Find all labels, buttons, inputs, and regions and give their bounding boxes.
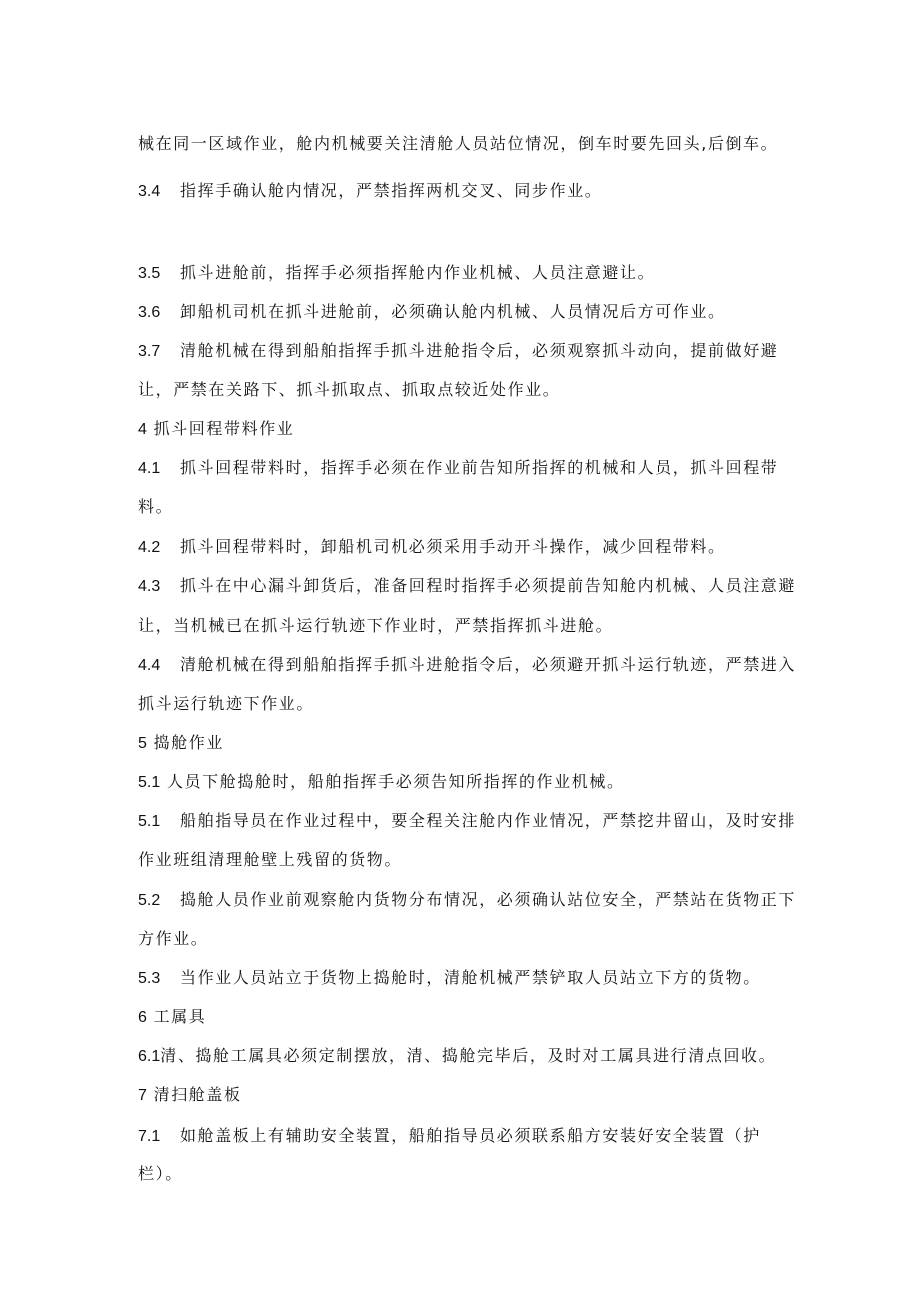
section-number: 7	[138, 1087, 147, 1104]
section-heading-4	[138, 419, 783, 440]
section-title: 清扫舱盖板	[153, 1085, 242, 1104]
clause-number: 4.3	[138, 578, 161, 595]
paragraph-line	[138, 850, 783, 870]
clause-number: 7.1	[138, 1128, 161, 1145]
clause-text: 船舶指导员在作业过程中，要全程关注舱内作业情况，严禁挖井留山，及时安排	[180, 811, 797, 830]
line-text: 抓斗运行轨迹下作业。	[138, 694, 315, 713]
paragraph-line	[138, 694, 783, 714]
section-number: 5	[138, 735, 147, 752]
clause-5-2	[138, 890, 797, 911]
clause-text: 当作业人员站立于货物上捣舱时，清舱机械严禁铲取人员站立下方的货物。	[180, 968, 761, 987]
line-text: 让，当机械已在抓斗运行轨迹下作业时，严禁指挥抓斗进舱。	[138, 616, 614, 635]
clause-5-1-a	[138, 772, 783, 793]
clause-number: 5.1	[138, 813, 161, 830]
clause-number: 3.5	[138, 265, 161, 282]
clause-6-1	[138, 1046, 783, 1067]
clause-text: 抓斗进舱前，指挥手必须指挥舱内作业机械、人员注意避让。	[180, 263, 656, 282]
clause-3-4	[138, 181, 783, 202]
clause-number: 5.1	[138, 774, 161, 791]
clause-3-6	[138, 302, 783, 323]
paragraph-line	[138, 616, 783, 636]
line-text: 料。	[138, 497, 174, 516]
section-number: 4	[138, 421, 147, 438]
line-text: 让，严禁在关路下、抓斗抓取点、抓取点较近处作业。	[138, 380, 561, 399]
clause-4-3	[138, 576, 797, 597]
clause-number: 5.2	[138, 892, 161, 909]
clause-text: 人员下舱捣舱时，船舶指挥手必须告知所指挥的作业机械。	[166, 772, 625, 791]
section-heading-6	[138, 1007, 783, 1028]
clause-text: 清、捣舱工属具必须定制摆放，清、捣舱完毕后，及时对工属具进行清点回收。	[160, 1046, 777, 1065]
section-number: 6	[138, 1009, 147, 1026]
clause-number: 3.4	[138, 183, 161, 200]
clause-number: 6.1	[138, 1048, 161, 1065]
clause-5-3	[138, 968, 783, 989]
paragraph-line	[138, 929, 783, 949]
clause-text: 捣舱人员作业前观察舱内货物分布情况，必须确认站位安全，严禁站在货物正下	[180, 890, 797, 909]
clause-text: 清舱机械在得到船舶指挥手抓斗进舱指令后，必须避开抓斗运行轨迹，严禁进入	[180, 655, 797, 674]
paragraph-line	[138, 134, 783, 154]
line-text: 械在同一区域作业，舱内机械要关注清舱人员站位情况，倒车时要先回头,后倒车。	[138, 134, 779, 153]
clause-text: 抓斗在中心漏斗卸货后，准备回程时指挥手必须提前告知舱内机械、人员注意避	[180, 576, 797, 595]
clause-number: 5.3	[138, 970, 161, 987]
clause-5-1-b	[138, 811, 797, 832]
clause-4-1	[138, 458, 783, 479]
section-title: 工属具	[153, 1007, 207, 1026]
clause-3-5	[138, 263, 783, 284]
clause-text: 指挥手确认舱内情况，严禁指挥两机交叉、同步作业。	[180, 181, 603, 200]
line-text: 栏）。	[138, 1164, 183, 1183]
paragraph-line	[138, 497, 783, 517]
clause-3-7	[138, 341, 783, 362]
section-heading-7	[138, 1085, 783, 1106]
clause-number: 4.4	[138, 657, 161, 674]
clause-text: 抓斗回程带料时，卸船机司机必须采用手动开斗操作，减少回程带料。	[180, 537, 726, 556]
clause-4-4	[138, 655, 797, 676]
line-text: 作业班组清理舱壁上残留的货物。	[138, 850, 403, 869]
section-heading-5	[138, 733, 783, 754]
clause-number: 3.7	[138, 343, 161, 360]
clause-text: 卸船机司机在抓斗进舱前，必须确认舱内机械、人员情况后方可作业。	[180, 302, 726, 321]
clause-text: 清舱机械在得到船舶指挥手抓斗进舱指令后，必须观察抓斗动向，提前做好避	[180, 341, 779, 360]
section-title: 抓斗回程带料作业	[153, 419, 295, 438]
section-title: 捣舱作业	[153, 733, 224, 752]
clause-number: 4.1	[138, 460, 161, 477]
clause-text: 抓斗回程带料时，指挥手必须在作业前告知所指挥的机械和人员，抓斗回程带	[180, 458, 779, 477]
clause-text: 如舱盖板上有辅助安全装置，船舶指导员必须联系船方安装好安全装置（护	[180, 1126, 761, 1145]
clause-number: 4.2	[138, 539, 161, 556]
clause-4-2	[138, 537, 783, 558]
clause-7-1	[138, 1126, 783, 1147]
paragraph-line	[138, 1164, 783, 1184]
clause-number: 3.6	[138, 304, 161, 321]
line-text: 方作业。	[138, 929, 209, 948]
paragraph-line	[138, 380, 783, 400]
